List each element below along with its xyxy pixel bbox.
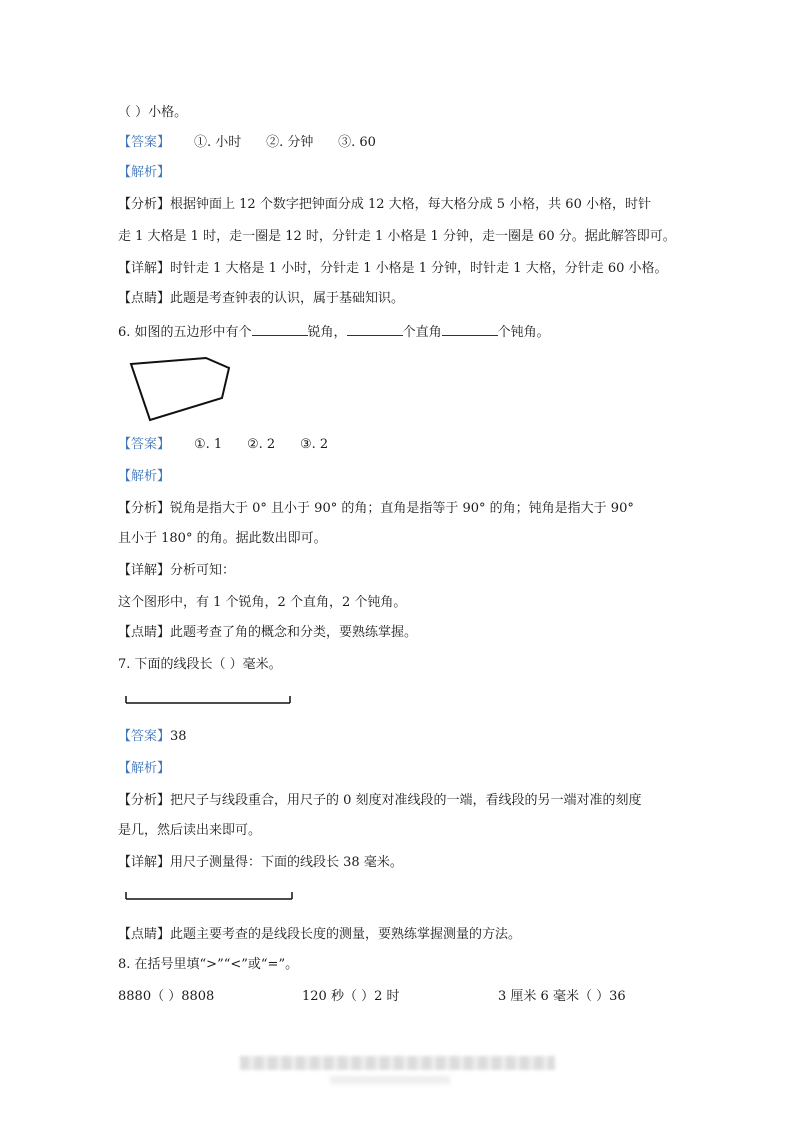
q8-item-1: 8880（ ）8808 xyxy=(118,989,215,1004)
answer-tag: 【答案】 xyxy=(118,437,171,452)
q6-answer: ①. 1 ②. 2 ③. 2 xyxy=(194,437,329,452)
q6-dianjing: 【点睛】此题考查了角的概念和分类，要熟练掌握。 xyxy=(118,625,418,640)
q7-analysis-tag: 【解析】 xyxy=(118,761,171,776)
q5-answer: ①. 小时 ②. 分钟 ③. 60 xyxy=(194,135,376,150)
q5-fenxi-2: 走 1 大格是 1 时，走一圈是 12 时，分针走 1 小格是 1 分钟，走一圈是 60 分。据此解答即可。 xyxy=(118,229,676,244)
line-segment-figure xyxy=(124,694,294,706)
pentagon-figure xyxy=(128,354,234,424)
q7-question: 7. 下面的线段长（ ）毫米。 xyxy=(118,657,282,672)
q5-fenxi-1: 【分析】根据钟面上 12 个数字把钟面分成 12 大格，每大格分成 5 小格，共 60 小格，时针 xyxy=(118,197,651,212)
q7-answer-line: 【答案】38 xyxy=(118,729,187,744)
q6-fenxi-1: 【分析】锐角是指大于 0° 且小于 90° 的角；直角是指等于 90° 的角；钝角是指大于 90° xyxy=(118,501,634,516)
q5-analysis-tag: 【解析】 xyxy=(118,165,171,180)
xiangjie-tag: 【详解】 xyxy=(118,261,171,276)
fenxi-tag: 【分析】 xyxy=(118,197,171,212)
q7-dianjing: 【点睛】此题主要考查的是线段长度的测量，要熟练掌握测量的方法。 xyxy=(118,927,522,942)
q5-xiangjie: 【详解】时针走 1 大格是 1 小时，分针走 1 小格是 1 分钟，时针走 1 大格，分针走 60 小格。 xyxy=(118,261,668,276)
blurred-footer-sub xyxy=(330,1076,450,1084)
q6-analysis-tag: 【解析】 xyxy=(118,469,171,484)
q8-item-2: 120 秒（ ）2 时 xyxy=(302,989,400,1004)
q8-question: 8. 在括号里填“>”“<”或“=”。 xyxy=(118,957,299,972)
q6-answer-line xyxy=(118,436,328,454)
line-segment-figure-2 xyxy=(124,890,296,902)
q6-xiangjie-1: 【详解】分析可知： xyxy=(118,563,236,578)
q6-question: 6. 如图的五边形中有个 锐角， 个直角 个钝角。 xyxy=(118,322,550,342)
q7-answer: 38 xyxy=(170,729,187,744)
q7-xiangjie: 【详解】用尺子测量得：下面的线段长 38 毫米。 xyxy=(118,855,403,870)
dianjing-tag: 【点睛】 xyxy=(118,291,171,306)
blurred-footer xyxy=(240,1056,555,1070)
q5-answer-line xyxy=(118,134,376,152)
q5-dianjing: 【点睛】此题是考查钟表的认识，属于基础知识。 xyxy=(118,291,405,306)
q7-fenxi-1: 【分析】把尺子与线段重合，用尺子的 0 刻度对准线段的一端，看线段的另一端对准的刻度 xyxy=(118,793,642,808)
q8-item-3: 3 厘米 6 毫米（ ）36 xyxy=(498,989,626,1004)
blank-2 xyxy=(347,322,403,336)
answer-tag: 【答案】 xyxy=(118,135,171,150)
blank-1 xyxy=(252,322,308,336)
q6-fenxi-2: 且小于 180° 的角。据此数出即可。 xyxy=(118,531,327,546)
q6-xiangjie-2: 这个图形中，有 1 个锐角，2 个直角，2 个钝角。 xyxy=(118,595,407,610)
blank-3 xyxy=(442,322,498,336)
q5-continuation: （ ）小格。 xyxy=(118,105,188,120)
q7-fenxi-2: 是几，然后读出来即可。 xyxy=(118,823,262,838)
